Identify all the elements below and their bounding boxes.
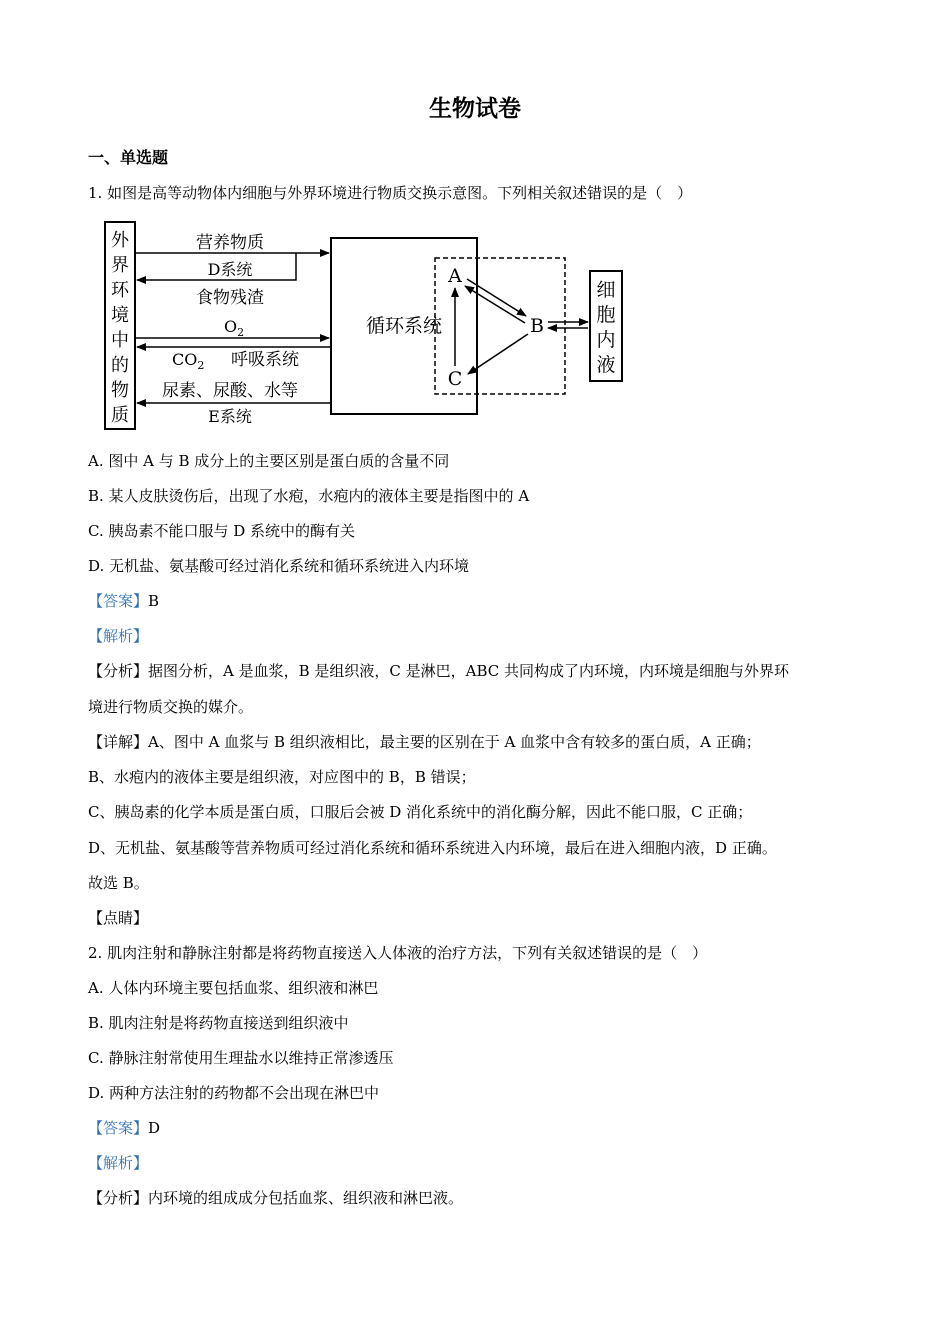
question-1-detail-line-4: D、无机盐、氨基酸等营养物质可经过消化系统和循环系统进入内环境，最后在进入细胞内液，D 正确。: [88, 839, 777, 857]
node-a-label: A: [448, 265, 462, 287]
nutrient-label: 营养物质: [196, 233, 264, 253]
node-c-label: C: [447, 368, 463, 390]
question-1-option-c: C. 胰岛素不能口服与 D 系统中的酶有关: [88, 522, 356, 540]
answer-value: D: [148, 1119, 161, 1137]
left-box-char: 外: [111, 230, 129, 251]
question-2-option-b: B. 肌肉注射是将药物直接送到组织液中: [88, 1014, 349, 1032]
food-residue-label: 食物残渣: [196, 288, 264, 308]
right-box-char: 胞: [596, 304, 616, 326]
right-box-char: 内: [596, 329, 616, 351]
question-2-option-c: C. 静脉注射常使用生理盐水以维持正常渗透压: [88, 1049, 394, 1067]
answer-label: 【答案】: [88, 592, 149, 610]
answer-value: B: [148, 592, 160, 610]
question-1-option-a: A. 图中 A 与 B 成分上的主要区别是蛋白质的含量不同: [88, 452, 450, 470]
o2-label: $O_2$: [224, 317, 245, 339]
question-1-fenxi-line-2: 境进行物质交换的媒介。: [88, 698, 254, 716]
circulation-system-label: 循环系统: [365, 315, 443, 337]
left-box-char: 环: [111, 280, 129, 301]
question-1-detail-line-2: B、水疱内的液体主要是组织液，对应图中的 B，B 错误；: [88, 768, 476, 786]
respiratory-system-label: 呼吸系统: [231, 350, 299, 370]
question-1-analysis-label: 【解析】: [88, 627, 149, 645]
question-1-fenxi-line-1: [88, 661, 789, 681]
e-system-label: E系统: [208, 407, 252, 426]
question-2-option-a: A. 人体内环境主要包括血浆、组织液和淋巴: [88, 979, 379, 997]
left-box-char: 中: [111, 330, 129, 351]
arrow-a-to-b: [467, 279, 526, 316]
question-1-option-d: D. 无机盐、氨基酸可经过消化系统和循环系统进入内环境: [88, 557, 470, 575]
question-1-detail-line-1: [88, 732, 761, 752]
left-box-char: 质: [111, 405, 129, 426]
material-exchange-diagram: [100, 216, 660, 436]
arrow-b-to-a: [465, 286, 525, 323]
fenxi-text: 据图分析，A 是血浆，B 是组织液，C 是淋巴，ABC 共同构成了内环境，内环境是细胞与外界环: [148, 662, 790, 680]
right-box-char: 细: [596, 279, 616, 301]
left-box-char: 物: [111, 380, 129, 401]
co2-label: $CO_2$: [172, 350, 205, 372]
section-heading: 一、单选题: [88, 148, 169, 167]
question-2-stem: 2. 肌肉注射和静脉注射都是将药物直接送入人体液的治疗方法，下列有关叙述错误的是（ ）: [88, 944, 708, 962]
d-system-label: D系统: [207, 260, 253, 279]
detail-text: A、图中 A 血浆与 B 组织液相比，最主要的区别在于 A 血浆中含有较多的蛋白质，A 正确；: [148, 733, 761, 751]
question-1-comment-label: 【点睛】: [88, 909, 149, 927]
node-b-label: B: [530, 315, 544, 337]
fenxi-label: 【分析】: [88, 662, 149, 680]
page-title: 生物试卷: [429, 95, 521, 122]
answer-label: 【答案】: [88, 1119, 149, 1137]
question-1-stem: 1. 如图是高等动物体内细胞与外界环境进行物质交换示意图。下列相关叙述错误的是（ ）: [88, 184, 693, 202]
question-1-option-b: B. 某人皮肤烫伤后，出现了水疱，水疱内的液体主要是指图中的 A: [88, 487, 530, 505]
right-box-char: 液: [596, 354, 616, 376]
detail-label: 【详解】: [88, 733, 149, 751]
fenxi-text: 内环境的组成成分包括血浆、组织液和淋巴液。: [148, 1189, 464, 1207]
fenxi-label: 【分析】: [88, 1189, 149, 1207]
question-1-detail-line-3: C、胰岛素的化学本质是蛋白质，口服后会被 D 消化系统中的消化酶分解，因此不能口服，C 正确；: [88, 803, 753, 821]
question-1-answer: [88, 591, 159, 611]
question-2-answer: [88, 1118, 160, 1138]
question-1-conclusion: 故选 B。: [88, 874, 149, 892]
question-2-option-d: D. 两种方法注射的药物都不会出现在淋巴中: [88, 1084, 380, 1102]
urea-label: 尿素、尿酸、水等: [162, 381, 298, 401]
left-box-char: 境: [111, 305, 129, 326]
question-2-analysis-label: 【解析】: [88, 1154, 149, 1172]
question-2-fenxi-line-1: [88, 1188, 463, 1208]
left-box-char: 的: [111, 355, 129, 376]
left-box-char: 界: [111, 255, 129, 276]
